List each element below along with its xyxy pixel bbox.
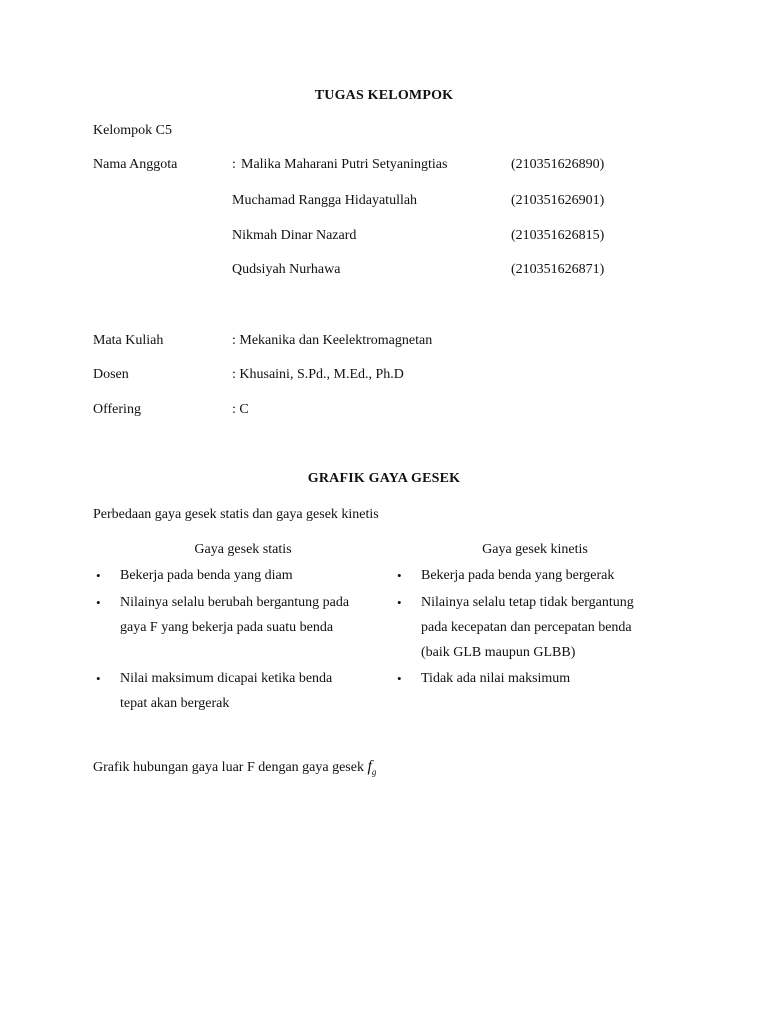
friction-force-subscript: g — [371, 767, 377, 778]
bullet-icon: • — [397, 568, 402, 583]
lecturer-value: : Khusaini, S.Pd., M.Ed., Ph.D — [232, 367, 404, 382]
bullet-icon: • — [96, 568, 101, 583]
members-colon: : — [232, 157, 236, 172]
section-title: GRAFIK GAYA GESEK — [307, 471, 461, 486]
list-item-continuation: (baik GLB maupun GLBB) — [421, 645, 576, 660]
bullet-icon: • — [96, 671, 101, 686]
list-item: Nilainya selalu tetap tidak bergantung — [421, 595, 634, 610]
kinetic-column-title: Gaya gesek kinetis — [482, 542, 588, 557]
member-name: Muchamad Rangga Hidayatullah — [232, 193, 418, 208]
list-item-continuation: tepat akan bergerak — [120, 696, 230, 711]
member-name: Nikmah Dinar Nazard — [232, 228, 357, 243]
offering-value: : C — [232, 402, 249, 417]
bullet-icon: • — [96, 595, 101, 610]
course-value: : Mekanika dan Keelektromagnetan — [232, 333, 433, 348]
bullet-icon: • — [397, 595, 402, 610]
list-item: Nilainya selalu berubah bergantung pada — [120, 595, 350, 610]
member-id: (210351626871) — [511, 262, 605, 277]
graph-caption — [93, 758, 376, 777]
lecturer-label: Dosen — [93, 367, 129, 382]
member-id: (210351626815) — [511, 228, 605, 243]
members-label: Nama Anggota — [93, 157, 178, 172]
graph-caption-text: Grafik hubungan gaya luar F dengan gaya gesek — [93, 760, 364, 775]
group-label: Kelompok C5 — [93, 123, 172, 138]
bullet-icon: • — [397, 671, 402, 686]
friction-force-letter: f — [367, 758, 372, 775]
static-column-title: Gaya gesek statis — [194, 542, 292, 557]
member-id: (210351626901) — [511, 193, 605, 208]
member-name: Malika Maharani Putri Setyaningtias — [241, 157, 448, 172]
list-item: Bekerja pada benda yang diam — [120, 568, 293, 583]
list-item: Bekerja pada benda yang bergerak — [421, 568, 615, 583]
list-item-continuation: gaya F yang bekerja pada suatu benda — [120, 620, 334, 635]
member-id: (210351626890) — [511, 157, 605, 172]
section-intro: Perbedaan gaya gesek statis dan gaya gesek kinetis — [93, 507, 379, 522]
document-title: TUGAS KELOMPOK — [314, 88, 454, 103]
offering-label: Offering — [93, 402, 141, 417]
list-item: Nilai maksimum dicapai ketika benda — [120, 671, 333, 686]
list-item-continuation: pada kecepatan dan percepatan benda — [421, 620, 632, 635]
course-label: Mata Kuliah — [93, 333, 164, 348]
list-item: Tidak ada nilai maksimum — [421, 671, 571, 686]
friction-force-symbol — [367, 758, 377, 778]
member-name: Qudsiyah Nurhawa — [232, 262, 341, 277]
